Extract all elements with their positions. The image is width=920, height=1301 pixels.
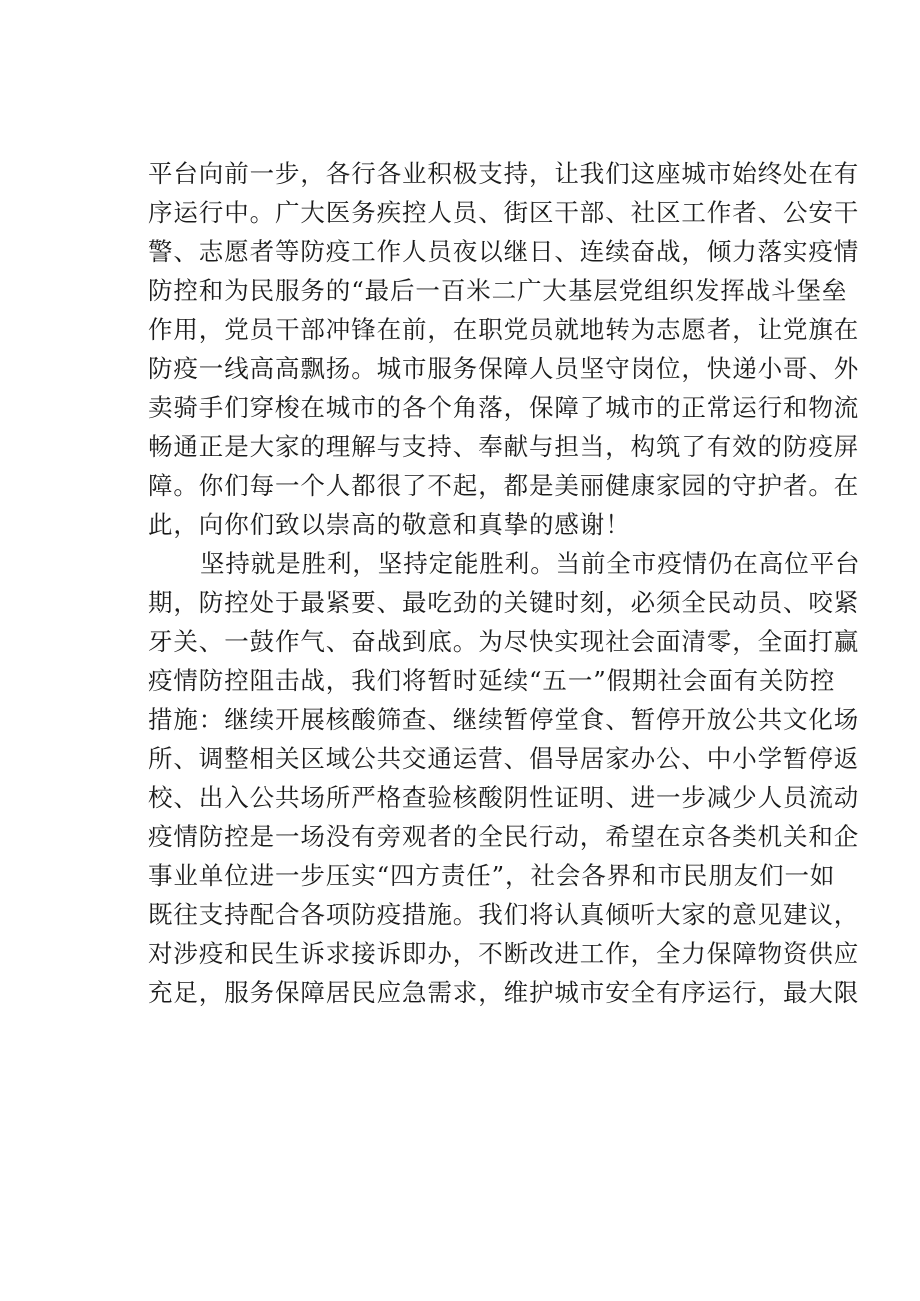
text-line: 障。你们每一个人都很了不起，都是美丽健康家园的守护者。在 — [148, 471, 860, 500]
text-line: 所、调整相关区域公共交通运营、倡导居家办公、中小学暂停返 — [148, 744, 860, 773]
text-line: 牙关、一鼓作气、奋战到底。为尽快实现社会面清零，全面打赢 — [148, 627, 860, 656]
text-line: 此，向你们致以崇高的敬意和真挚的感谢！ — [148, 510, 631, 539]
text-line: 坚持就是胜利，坚持定能胜利。当前全市疫情仍在高位平台 — [200, 549, 861, 578]
text-line: 作用，党员干部冲锋在前，在职党员就地转为志愿者，让党旗在 — [148, 315, 860, 344]
text-line: 防控和为民服务的“最后一百米二广大基层党组织发挥战斗堡垒 — [148, 276, 848, 305]
text-line: 期，防控处于最紧要、最吃劲的关键时刻，必须全民动员、咬紧 — [148, 588, 860, 617]
text-line: 校、出入公共场所严格查验核酸阴性证明、进一步减少人员流动 — [148, 783, 860, 812]
text-line: 平台向前一步，各行各业积极支持，让我们这座城市始终处在有 — [148, 159, 860, 188]
paragraph-2 — [148, 544, 861, 1012]
text-line: 疫情防控是一场没有旁观者的全民行动，希望在京各类机关和企 — [148, 822, 860, 851]
text-line: 疫情防控阻击战，我们将暂时延续“五一”假期社会面有关防控 — [148, 666, 836, 695]
text-line: 充足，服务保障居民应急需求，维护城市安全有序运行，最大限 — [148, 978, 860, 1007]
text-line: 对涉疫和民生诉求接诉即办，不断改进工作，全力保障物资供应 — [148, 939, 860, 968]
paragraph-1 — [148, 154, 860, 544]
text-line: 序运行中。广大医务疾控人员、街区干部、社区工作者、公安干 — [148, 198, 860, 227]
text-line: 既往支持配合各项防疫措施。我们将认真倾听大家的意见建议， — [148, 900, 860, 929]
text-line: 畅通正是大家的理解与支持、奉献与担当，构筑了有效的防疫屏 — [148, 432, 860, 461]
text-line: 卖骑手们穿梭在城市的各个角落，保障了城市的正常运行和物流 — [148, 393, 860, 422]
text-line: 措施：继续开展核酸筛查、继续暂停堂食、暂停开放公共文化场 — [148, 705, 860, 734]
text-line: 警、志愿者等防疫工作人员夜以继日、连续奋战，倾力落实疫情 — [148, 237, 860, 266]
text-line: 事业单位进一步压实“四方责任”，社会各界和市民朋友们一如 — [148, 861, 836, 890]
body-text — [148, 154, 861, 1012]
text-line: 防疫一线高高飘扬。城市服务保障人员坚守岗位，快递小哥、外 — [148, 354, 860, 383]
